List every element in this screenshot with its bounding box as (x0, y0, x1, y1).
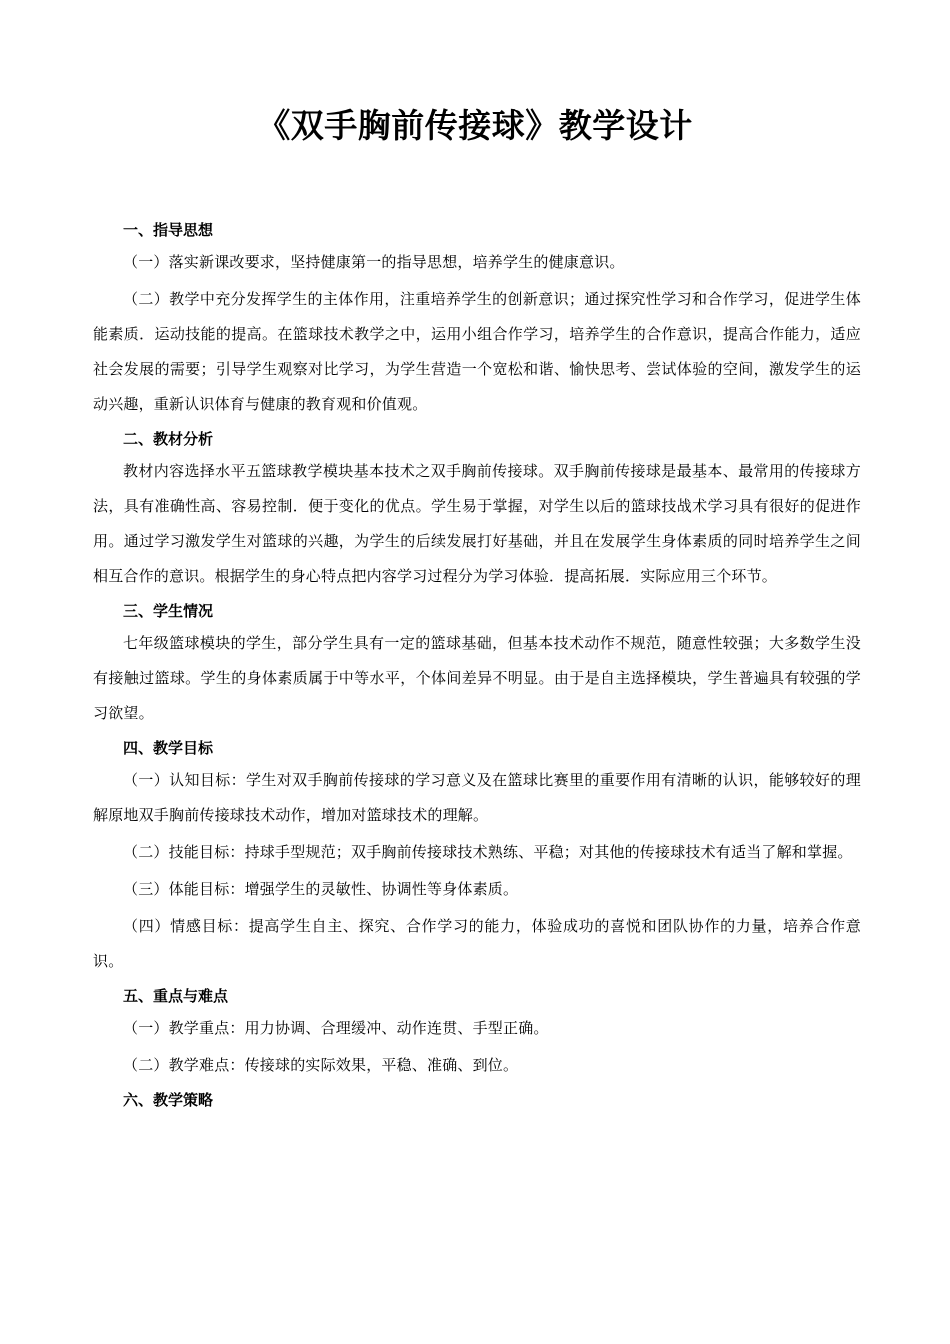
section-heading: 五、重点与难点 (123, 987, 229, 1005)
paragraph: （二）教学难点：传接球的实际效果，平稳、准确、到位。 (123, 1056, 519, 1074)
paragraph: （二）技能目标：持球手型规范；双手胸前传接球技术熟练、平稳；对其他的传接球技术有适当了解和掌握。 (123, 843, 853, 861)
paragraph: （四）情感目标：提高学生自主、探究、合作学习的能力，体验成功的喜悦和团队协作的力量，培养合作意识。 (93, 917, 861, 970)
document-title: 《双手胸前传接球》教学设计 (257, 106, 693, 145)
section-heading: 二、教材分析 (123, 430, 214, 448)
paragraph: （一）教学重点：用力协调、合理缓冲、动作连贯、手型正确。 (123, 1019, 549, 1037)
paragraph: （二）教学中充分发挥学生的主体作用，注重培养学生的创新意识；通过探究性学习和合作学习，促进学生体能素质．运动技能的提高。在篮球技术教学之中，运用小组合作学习，培养学生的合作意识，提高合作能力，适应社会发展的需要；引导学生观察对比学习，为学生营造一个宽松和谐、愉快思考、尝试体验的空间，激发学生的运动兴趣，重新认识体育与健康的教育观和价值观。 (93, 290, 861, 413)
section-student-situation (93, 596, 861, 731)
section-heading: 六、教学策略 (123, 1091, 214, 1109)
paragraph: （一）落实新课改要求，坚持健康第一的指导思想，培养学生的健康意识。 (123, 253, 625, 271)
section-heading: 一、指导思想 (123, 221, 214, 239)
section-guiding-ideology (93, 215, 861, 422)
paragraph: （三）体能目标：增强学生的灵敏性、协调性等身体素质。 (123, 880, 519, 898)
section-teaching-strategy (93, 1085, 861, 1115)
document-body (93, 215, 861, 1115)
section-heading: 四、教学目标 (123, 739, 214, 757)
paragraph: 教材内容选择水平五篮球教学模块基本技术之双手胸前传接球。双手胸前传接球是最基本、最常用的传接球方法，具有准确性高、容易控制．便于变化的优点。学生易于掌握，对学生以后的篮球技战术学习具有很好的促进作用。通过学习激发学生对篮球的兴趣，为学生的后续发展打好基础，并且在发展学生身体素质的同时培养学生之间相互合作的意识。根据学生的身心特点把内容学习过程分为学习体验．提高拓展．实际应用三个环节。 (93, 462, 861, 585)
paragraph: 七年级篮球模块的学生，部分学生具有一定的篮球基础，但基本技术动作不规范，随意性较强；大多数学生没有接触过篮球。学生的身体素质属于中等水平，个体间差异不明显。由于是自主选择模块，学生普遍具有较强的学习欲望。 (93, 634, 861, 722)
paragraph: （一）认知目标：学生对双手胸前传接球的学习意义及在篮球比赛里的重要作用有清晰的认识，能够较好的理解原地双手胸前传接球技术动作，增加对篮球技术的理解。 (93, 771, 861, 824)
section-key-points (93, 981, 861, 1083)
section-material-analysis (93, 424, 861, 594)
section-teaching-objectives (93, 733, 861, 979)
section-heading: 三、学生情况 (123, 602, 214, 620)
